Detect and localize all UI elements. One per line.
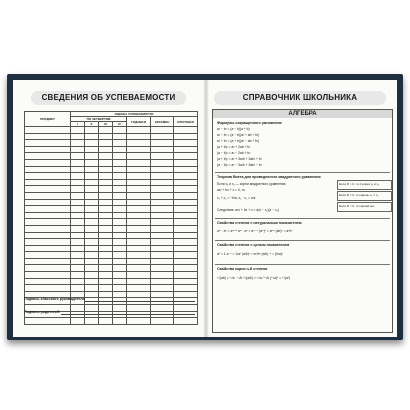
grade-cell[interactable] xyxy=(151,146,174,153)
grade-cell[interactable] xyxy=(127,146,151,153)
grade-cell[interactable] xyxy=(151,159,174,166)
grade-cell[interactable] xyxy=(127,206,151,213)
quarter-4: IV xyxy=(113,122,127,127)
grade-cell[interactable] xyxy=(127,305,151,312)
grade-cell[interactable] xyxy=(127,278,151,285)
grade-cell[interactable] xyxy=(127,258,151,265)
grade-cell[interactable] xyxy=(151,252,174,259)
formula-line: a³ − b³ = (a − b)(a² + ab + b²) xyxy=(217,133,260,137)
table-row xyxy=(25,258,198,265)
grade-cell[interactable] xyxy=(85,225,99,232)
grade-cell[interactable] xyxy=(174,192,198,199)
table-row xyxy=(25,225,198,232)
quarter-3: III xyxy=(99,122,113,127)
grade-cell[interactable] xyxy=(99,258,113,265)
formula-line: (a − b)² = a² − 2ab + b² xyxy=(217,151,251,155)
integer-line: a⁰ = 1 a⁻ⁿ = 1/aⁿ (a/b)ⁿ = aⁿ/bⁿ (a/b)⁻ⁿ = (b/a)ⁿ xyxy=(217,252,284,256)
grade-cell[interactable] xyxy=(174,206,198,213)
grade-cell[interactable] xyxy=(127,245,151,252)
grade-cell[interactable] xyxy=(113,133,127,140)
grade-cell[interactable] xyxy=(174,285,198,292)
grade-cell[interactable] xyxy=(113,166,127,173)
left-page xyxy=(13,80,206,337)
grade-cell[interactable] xyxy=(127,173,151,180)
grade-cell[interactable] xyxy=(113,153,127,160)
grade-cell[interactable] xyxy=(174,173,198,180)
grade-cell[interactable] xyxy=(113,245,127,252)
formula-line: (a + b)³ = a³ + 3a²b + 3ab² + b³ xyxy=(217,157,262,161)
grade-cell[interactable] xyxy=(174,153,198,160)
table-row xyxy=(25,265,198,272)
grade-cell[interactable] xyxy=(25,232,71,239)
grade-cell[interactable] xyxy=(25,225,71,232)
table-row xyxy=(25,186,198,193)
grade-cell[interactable] xyxy=(25,285,71,292)
grade-cell[interactable] xyxy=(71,278,85,285)
divider xyxy=(215,172,390,173)
grade-cell[interactable] xyxy=(151,219,174,226)
grade-cell[interactable] xyxy=(127,219,151,226)
grade-cell[interactable] xyxy=(127,179,151,186)
grade-cell[interactable] xyxy=(174,265,198,272)
grade-cell[interactable] xyxy=(127,318,151,325)
grade-cell[interactable] xyxy=(127,133,151,140)
grade-cell[interactable] xyxy=(113,232,127,239)
grade-cell[interactable] xyxy=(113,146,127,153)
book-gutter xyxy=(203,80,209,337)
grade-cell[interactable] xyxy=(174,272,198,279)
grade-cell[interactable] xyxy=(85,305,99,312)
table-row xyxy=(25,159,198,166)
grade-cell[interactable] xyxy=(113,186,127,193)
grade-cell[interactable] xyxy=(151,153,174,160)
grade-cell[interactable] xyxy=(151,272,174,279)
grade-cell[interactable] xyxy=(99,192,113,199)
grade-cell[interactable] xyxy=(25,239,71,246)
grade-cell[interactable] xyxy=(151,133,174,140)
formula-line: (a − b)³ = a³ − 3a²b + 3ab² − b³ xyxy=(217,163,262,167)
grade-cell[interactable] xyxy=(113,219,127,226)
grade-cell[interactable] xyxy=(151,192,174,199)
grade-cell[interactable] xyxy=(71,159,85,166)
grade-cell[interactable] xyxy=(113,212,127,219)
grade-cell[interactable] xyxy=(71,153,85,160)
grade-cell[interactable] xyxy=(85,278,99,285)
grade-cell[interactable] xyxy=(71,140,85,147)
vieta-line: Следствие: ax² + bx + c = a(x − x₁)(x − x₂) xyxy=(217,208,280,212)
grade-cell[interactable] xyxy=(85,166,99,173)
grade-cell[interactable] xyxy=(113,179,127,186)
grade-cell[interactable] xyxy=(174,159,198,166)
grade-cell[interactable] xyxy=(99,127,113,134)
table-row xyxy=(25,212,198,219)
natural-line: aᵐ · aⁿ = aᵐ⁺ⁿ aᵐ : aⁿ = aᵐ⁻ⁿ (aᵐ)ⁿ = aᵐⁿ (ab)ⁿ = aⁿbⁿ xyxy=(217,229,293,233)
grade-cell[interactable] xyxy=(99,173,113,180)
grade-cell[interactable] xyxy=(113,140,127,147)
grade-cell[interactable] xyxy=(99,278,113,285)
table-row xyxy=(25,252,198,259)
table-row xyxy=(25,127,198,134)
grade-cell[interactable] xyxy=(127,291,151,298)
grade-cell[interactable] xyxy=(71,166,85,173)
col-exam: ЭКЗАМЕН xyxy=(151,117,174,127)
grade-cell[interactable] xyxy=(85,252,99,259)
grade-cell[interactable] xyxy=(71,258,85,265)
grade-cell[interactable] xyxy=(99,133,113,140)
grade-cell[interactable] xyxy=(113,305,127,312)
grade-cell[interactable] xyxy=(25,133,71,140)
sec-integer: Свойства степени с целым показателем xyxy=(217,243,290,247)
right-page xyxy=(206,80,397,337)
grade-cell[interactable] xyxy=(174,291,198,298)
table-row xyxy=(25,179,198,186)
grade-cell[interactable] xyxy=(151,140,174,147)
grade-cell[interactable] xyxy=(127,140,151,147)
grade-cell[interactable] xyxy=(85,192,99,199)
vieta-line: ax² + bx + c = 0, то xyxy=(217,188,245,192)
grade-cell[interactable] xyxy=(113,225,127,232)
sec-vieta: Теорема Виета для приведенного квадратного уравнения xyxy=(217,175,321,179)
table-row xyxy=(25,272,198,279)
grade-cell[interactable] xyxy=(25,140,71,147)
grade-cell[interactable] xyxy=(113,291,127,298)
grade-cell[interactable] xyxy=(25,146,71,153)
grade-cell[interactable] xyxy=(174,252,198,259)
grade-cell[interactable] xyxy=(71,318,85,325)
grade-cell[interactable] xyxy=(113,173,127,180)
grade-cell[interactable] xyxy=(99,305,113,312)
grade-cell[interactable] xyxy=(174,225,198,232)
grade-cell[interactable] xyxy=(127,232,151,239)
vieta-line: x₁ + x₂ = −b/a, x₁ · x₂ = c/a xyxy=(217,196,256,200)
grade-cell[interactable] xyxy=(127,159,151,166)
grade-cell[interactable] xyxy=(99,225,113,232)
grade-cell[interactable] xyxy=(151,265,174,272)
grade-cell[interactable] xyxy=(85,285,99,292)
col-subject: ПРЕДМЕТ xyxy=(25,112,71,127)
grade-cell[interactable] xyxy=(127,265,151,272)
grade-cell[interactable] xyxy=(99,206,113,213)
grade-cell[interactable] xyxy=(174,140,198,147)
grade-cell[interactable] xyxy=(174,133,198,140)
grade-cell[interactable] xyxy=(151,285,174,292)
grade-cell[interactable] xyxy=(151,127,174,134)
grade-cell[interactable] xyxy=(85,245,99,252)
grade-cell[interactable] xyxy=(113,285,127,292)
formula-line: a² − b² = (a − b)(a + b) xyxy=(217,127,250,131)
grade-cell[interactable] xyxy=(71,232,85,239)
grade-cell[interactable] xyxy=(99,153,113,160)
col-final: ИТОГОВАЯ xyxy=(174,117,198,127)
table-row xyxy=(25,146,198,153)
table-row xyxy=(25,278,198,285)
grade-cell[interactable] xyxy=(99,318,113,325)
table-row xyxy=(25,153,198,160)
table-row xyxy=(25,232,198,239)
grade-cell[interactable] xyxy=(71,239,85,246)
grade-cell[interactable] xyxy=(71,285,85,292)
right-page-title: СПРАВОЧНИК ШКОЛЬНИКА xyxy=(214,91,386,105)
quarter-1: I xyxy=(71,122,85,127)
grade-cell[interactable] xyxy=(127,225,151,232)
grade-cell[interactable] xyxy=(71,192,85,199)
grade-cell[interactable] xyxy=(127,272,151,279)
grade-cell[interactable] xyxy=(99,239,113,246)
grade-cell[interactable] xyxy=(71,127,85,134)
grade-cell[interactable] xyxy=(99,252,113,259)
table-row xyxy=(25,206,198,213)
grade-cell[interactable] xyxy=(85,291,99,298)
grade-cell[interactable] xyxy=(71,173,85,180)
grade-cell[interactable] xyxy=(151,258,174,265)
formula-line: (a + b)² = a² + 2ab + b² xyxy=(217,145,251,149)
grade-cell[interactable] xyxy=(71,272,85,279)
grade-cell[interactable] xyxy=(25,199,71,206)
grade-cell[interactable] xyxy=(85,127,99,134)
grade-cell[interactable] xyxy=(151,225,174,232)
grade-cell[interactable] xyxy=(85,173,99,180)
grade-cell[interactable] xyxy=(174,199,198,206)
grade-cell[interactable] xyxy=(25,173,71,180)
grade-cell[interactable] xyxy=(85,179,99,186)
grade-cell[interactable] xyxy=(85,232,99,239)
grade-cell[interactable] xyxy=(174,219,198,226)
grade-cell[interactable] xyxy=(25,192,71,199)
grade-cell[interactable] xyxy=(174,245,198,252)
grade-cell[interactable] xyxy=(174,239,198,246)
grade-cell[interactable] xyxy=(99,199,113,206)
grade-cell[interactable] xyxy=(25,159,71,166)
grade-cell[interactable] xyxy=(25,179,71,186)
grade-cell[interactable] xyxy=(174,258,198,265)
grade-cell[interactable] xyxy=(174,146,198,153)
grade-cell[interactable] xyxy=(85,219,99,226)
grade-cell[interactable] xyxy=(99,212,113,219)
table-row xyxy=(25,133,198,140)
grade-cell[interactable] xyxy=(71,265,85,272)
sec-formulas: Формулы сокращенного умножения xyxy=(217,121,282,125)
grade-cell[interactable] xyxy=(25,258,71,265)
quarter-2: II xyxy=(85,122,99,127)
grade-cell[interactable] xyxy=(127,212,151,219)
grade-cell[interactable] xyxy=(113,252,127,259)
grade-cell[interactable] xyxy=(151,186,174,193)
sig-parents-line xyxy=(61,314,195,315)
grade-cell[interactable] xyxy=(127,285,151,292)
col-year: ГОДОВАЯ xyxy=(127,117,151,127)
grade-cell[interactable] xyxy=(71,305,85,312)
left-page-title: СВЕДЕНИЯ ОБ УСПЕВАЕМОСТИ xyxy=(31,91,186,105)
col-quarters: ПО ЧЕТВЕРТЯМ xyxy=(71,117,127,122)
grade-cell[interactable] xyxy=(25,212,71,219)
grade-cell[interactable] xyxy=(99,291,113,298)
grade-cell[interactable] xyxy=(113,239,127,246)
grade-cell[interactable] xyxy=(127,127,151,134)
grade-cell[interactable] xyxy=(113,265,127,272)
grade-cell[interactable] xyxy=(85,318,99,325)
grade-cell[interactable] xyxy=(85,199,99,206)
grade-cell[interactable] xyxy=(174,212,198,219)
grade-cell[interactable] xyxy=(151,232,174,239)
grade-cell[interactable] xyxy=(85,206,99,213)
grade-cell[interactable] xyxy=(85,140,99,147)
grade-cell[interactable] xyxy=(25,127,71,134)
vieta-note: Если D = 0, то корень x₁ = x₂ xyxy=(339,193,379,197)
subject-title: АЛГЕБРА xyxy=(213,110,392,118)
grade-cell[interactable] xyxy=(99,140,113,147)
grade-cell[interactable] xyxy=(151,212,174,219)
grade-cell[interactable] xyxy=(113,206,127,213)
grade-cell[interactable] xyxy=(71,252,85,259)
formula-line: a³ + b³ = (a + b)(a² − ab + b²) xyxy=(217,139,260,143)
grade-cell[interactable] xyxy=(25,206,71,213)
grade-cell[interactable] xyxy=(99,166,113,173)
table-row xyxy=(25,219,198,226)
table-row xyxy=(25,192,198,199)
grade-cell[interactable] xyxy=(151,173,174,180)
root-line: ⁿ√(ab) = ⁿ√a · ⁿ√b ⁿ√(a/b) = ⁿ√a / ⁿ√b (ⁿ√a)ᵏ = ⁿ√(aᵏ) xyxy=(217,276,291,280)
grade-cell[interactable] xyxy=(99,186,113,193)
grade-cell[interactable] xyxy=(113,272,127,279)
grade-cell[interactable] xyxy=(71,219,85,226)
grade-cell[interactable] xyxy=(71,212,85,219)
vieta-line: Если x₁ и x₂ — корни квадратного уравнения xyxy=(217,182,286,186)
grade-cell[interactable] xyxy=(174,179,198,186)
grade-cell[interactable] xyxy=(99,245,113,252)
grade-cell[interactable] xyxy=(113,258,127,265)
grade-cell[interactable] xyxy=(174,318,198,325)
grade-cell[interactable] xyxy=(85,258,99,265)
table-row xyxy=(25,173,198,180)
grade-cell[interactable] xyxy=(113,199,127,206)
grade-cell[interactable] xyxy=(127,199,151,206)
grade-cell[interactable] xyxy=(127,166,151,173)
vieta-note: Если D > 0, то 2 корня x₁ и x₂ xyxy=(339,182,380,186)
table-row xyxy=(25,199,198,206)
grade-cell[interactable] xyxy=(85,133,99,140)
grade-cell[interactable] xyxy=(99,232,113,239)
grade-cell[interactable] xyxy=(174,186,198,193)
grade-cell[interactable] xyxy=(71,206,85,213)
table-row xyxy=(25,140,198,147)
grade-cell[interactable] xyxy=(71,133,85,140)
grade-cell[interactable] xyxy=(85,146,99,153)
grade-cell[interactable] xyxy=(151,278,174,285)
grade-cell[interactable] xyxy=(151,206,174,213)
grade-cell[interactable] xyxy=(174,166,198,173)
grade-cell[interactable] xyxy=(85,239,99,246)
grade-cell[interactable] xyxy=(127,153,151,160)
col-grades: ОЦЕНКА УСПЕВАЕМОСТИ xyxy=(71,112,198,117)
grade-cell[interactable] xyxy=(127,192,151,199)
grade-cell[interactable] xyxy=(71,225,85,232)
sig-teacher-line xyxy=(85,301,195,302)
grade-cell[interactable] xyxy=(85,186,99,193)
table-row xyxy=(25,239,198,246)
grade-cell[interactable] xyxy=(99,159,113,166)
grade-cell[interactable] xyxy=(99,179,113,186)
grade-cell[interactable] xyxy=(25,272,71,279)
grade-cell[interactable] xyxy=(71,179,85,186)
grade-cell[interactable] xyxy=(25,153,71,160)
grade-cell[interactable] xyxy=(99,285,113,292)
reference-sheet xyxy=(212,109,393,333)
grade-cell[interactable] xyxy=(25,186,71,193)
grade-cell[interactable] xyxy=(25,278,71,285)
grade-cell[interactable] xyxy=(151,245,174,252)
table-row xyxy=(25,318,198,325)
grade-cell[interactable] xyxy=(85,212,99,219)
grade-cell[interactable] xyxy=(127,239,151,246)
grade-cell[interactable] xyxy=(113,278,127,285)
sec-natural: Свойства степени с натуральным показателем xyxy=(217,221,302,225)
grade-cell[interactable] xyxy=(151,318,174,325)
grade-cell[interactable] xyxy=(25,219,71,226)
grade-cell[interactable] xyxy=(25,265,71,272)
sig-parents-label: Подпись родителей xyxy=(24,310,60,314)
grade-cell[interactable] xyxy=(151,291,174,298)
grade-cell[interactable] xyxy=(151,166,174,173)
grade-cell[interactable] xyxy=(113,127,127,134)
grade-cell[interactable] xyxy=(25,166,71,173)
grade-cell[interactable] xyxy=(99,219,113,226)
grade-cell[interactable] xyxy=(174,278,198,285)
divider xyxy=(215,218,390,219)
grade-cell[interactable] xyxy=(25,252,71,259)
grade-cell[interactable] xyxy=(174,232,198,239)
grade-cell[interactable] xyxy=(85,265,99,272)
grade-cell[interactable] xyxy=(71,146,85,153)
table-row xyxy=(25,285,198,292)
grade-cell[interactable] xyxy=(99,146,113,153)
grade-cell[interactable] xyxy=(71,199,85,206)
grade-cell[interactable] xyxy=(127,186,151,193)
grade-cell[interactable] xyxy=(85,159,99,166)
grade-cell[interactable] xyxy=(113,159,127,166)
table-row xyxy=(25,245,198,252)
grade-cell[interactable] xyxy=(151,305,174,312)
grade-cell[interactable] xyxy=(99,265,113,272)
grade-cell[interactable] xyxy=(113,192,127,199)
grade-cell[interactable] xyxy=(151,179,174,186)
grade-cell[interactable] xyxy=(25,318,71,325)
grade-cell[interactable] xyxy=(99,272,113,279)
grade-cell[interactable] xyxy=(113,318,127,325)
vieta-note: Если D < 0, то корней нет xyxy=(339,204,375,208)
grade-cell[interactable] xyxy=(71,186,85,193)
grade-cell[interactable] xyxy=(127,252,151,259)
grade-cell[interactable] xyxy=(174,127,198,134)
grade-cell[interactable] xyxy=(85,153,99,160)
grade-cell[interactable] xyxy=(25,245,71,252)
table-row xyxy=(25,166,198,173)
grade-cell[interactable] xyxy=(151,199,174,206)
grade-cell[interactable] xyxy=(151,239,174,246)
divider xyxy=(215,264,390,265)
sec-root: Свойства корня n-й степени xyxy=(217,267,268,271)
grade-cell[interactable] xyxy=(85,272,99,279)
grade-cell[interactable] xyxy=(71,245,85,252)
sig-teacher-label: Подпись классного руководителя xyxy=(24,297,85,301)
divider xyxy=(215,240,390,241)
grades-table xyxy=(24,111,198,325)
grade-cell[interactable] xyxy=(174,305,198,312)
